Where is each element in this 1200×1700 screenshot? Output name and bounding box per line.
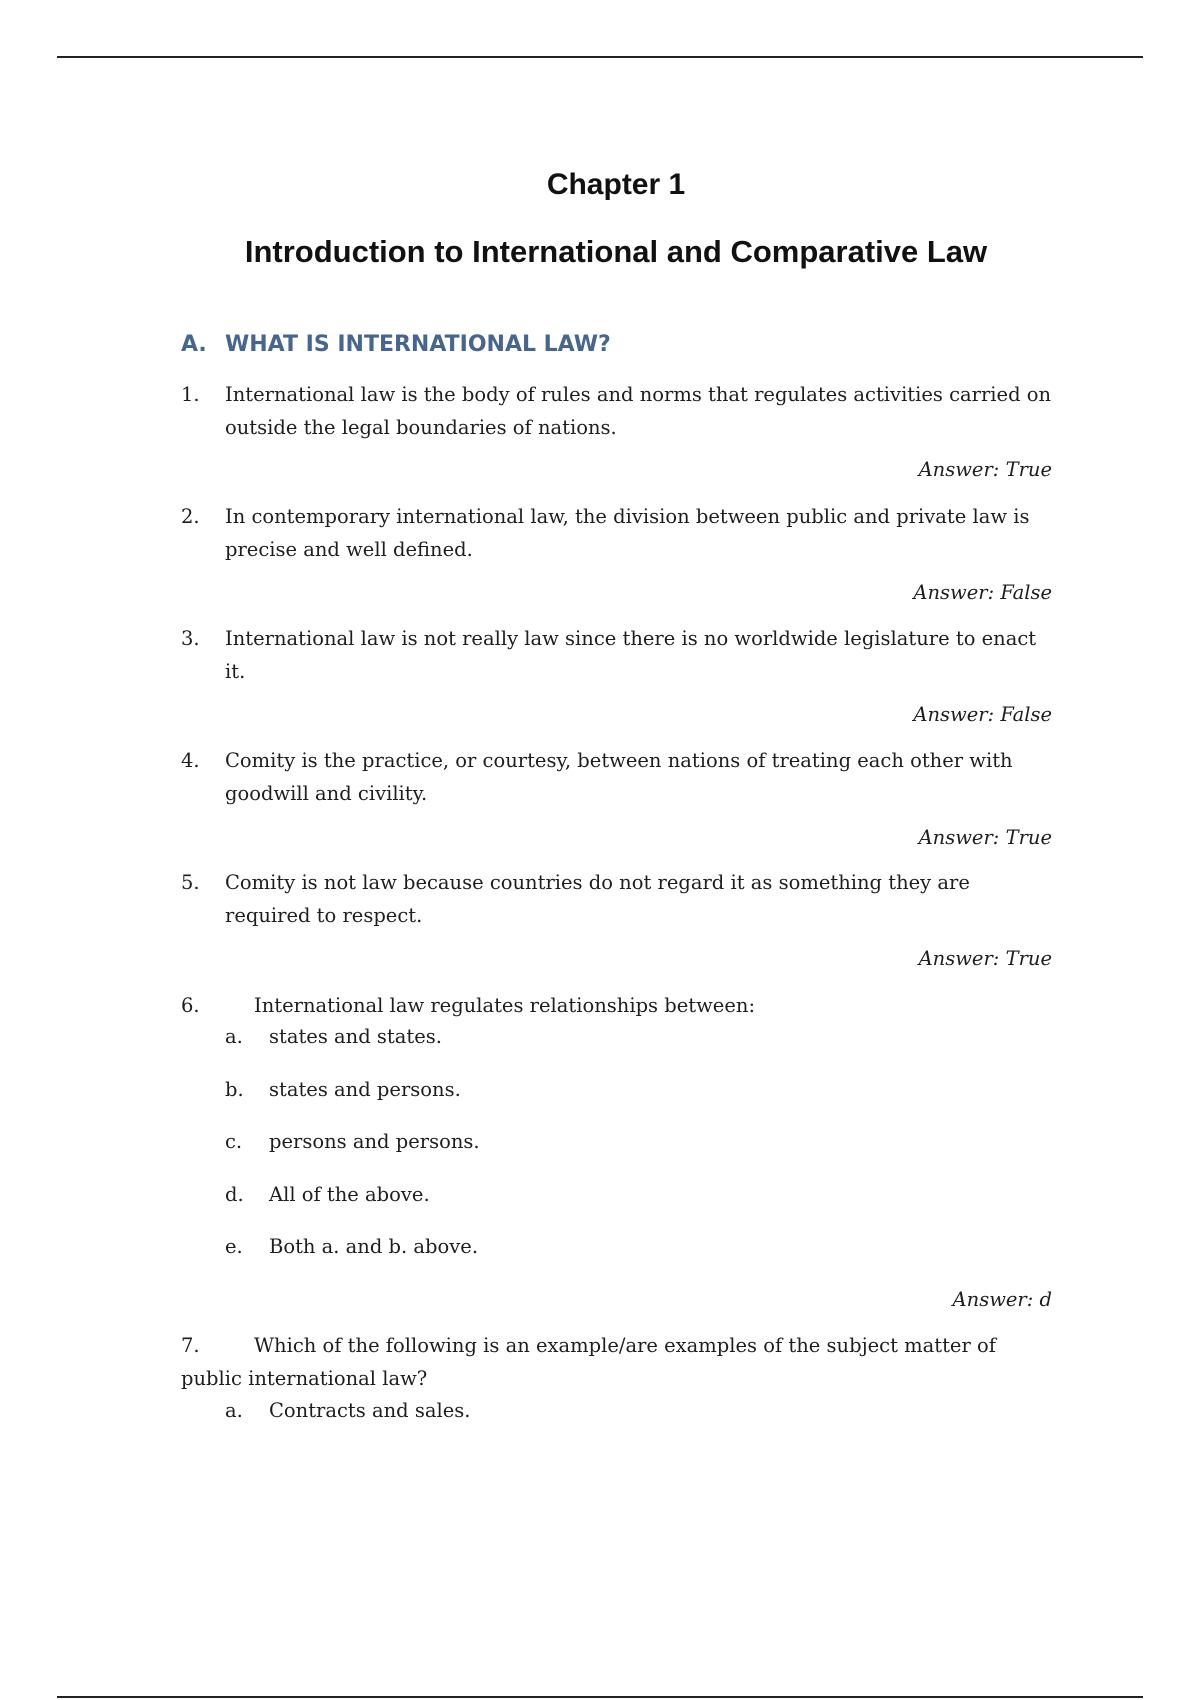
question-6 (181, 989, 1061, 1022)
option-letter: a. (225, 1025, 243, 1048)
option-text: states and persons. (269, 1078, 461, 1101)
option-d (225, 1183, 430, 1206)
question-text: Which of the following is an example/are examples of the subject matter of public international law? (181, 1334, 996, 1390)
question-text: International law is the body of rules and norms that regulates activities carried on outside the legal boundaries of nations. (225, 383, 1052, 439)
section-letter: A. (181, 332, 207, 357)
question-number: 1. (181, 383, 200, 406)
option-text: persons and persons. (269, 1130, 480, 1153)
question-text: In contemporary international law, the division between public and private law is precise and well defined. (225, 505, 1030, 561)
question-text: International law regulates relationships between: (254, 994, 756, 1017)
question-number: 3. (181, 627, 200, 650)
question-number: 2. (181, 505, 200, 528)
option-text: states and states. (269, 1025, 442, 1048)
question-number: 5. (181, 871, 200, 894)
answer-3: Answer: False (913, 703, 1052, 726)
option-letter: b. (225, 1078, 244, 1101)
question-text: Comity is not law because countries do not regard it as something they are required to respect. (225, 871, 970, 927)
option-b (225, 1078, 461, 1101)
section-heading (181, 332, 611, 357)
answer-2: Answer: False (913, 581, 1052, 604)
question-text: Comity is the practice, or courtesy, between nations of treating each other with goodwill and civility. (225, 749, 1013, 805)
option-letter: c. (225, 1130, 243, 1153)
option-letter: d. (225, 1183, 244, 1206)
option-text: Contracts and sales. (269, 1399, 471, 1422)
option-letter: e. (225, 1235, 243, 1258)
question-2 (181, 500, 1061, 566)
question-1 (181, 378, 1061, 444)
option-text: Both a. and b. above. (269, 1235, 479, 1258)
chapter-heading: Chapter 1 (546, 168, 686, 201)
option-e (225, 1235, 478, 1258)
option-a (225, 1025, 442, 1048)
option-c (225, 1130, 480, 1153)
question-number: 6. (181, 994, 200, 1017)
option-letter: a. (225, 1399, 243, 1422)
top-rule (57, 56, 1143, 58)
question-number: 4. (181, 749, 200, 772)
bottom-rule (57, 1696, 1143, 1698)
question-5 (181, 866, 1061, 932)
option-text: All of the above. (269, 1183, 430, 1206)
question-number: 7. (181, 1334, 200, 1357)
question-7 (181, 1329, 1061, 1395)
question-4 (181, 744, 1061, 810)
question-text: International law is not really law since there is no worldwide legislature to enact it. (225, 627, 1037, 683)
answer-6: Answer: d (952, 1288, 1052, 1311)
answer-5: Answer: True (918, 947, 1052, 970)
question-3 (181, 622, 1061, 688)
option-a (225, 1399, 470, 1422)
chapter-title: Introduction to International and Comparative Law (244, 234, 988, 269)
section-title: WHAT IS INTERNATIONAL LAW? (225, 332, 611, 357)
answer-4: Answer: True (918, 826, 1052, 849)
answer-1: Answer: True (918, 458, 1052, 481)
